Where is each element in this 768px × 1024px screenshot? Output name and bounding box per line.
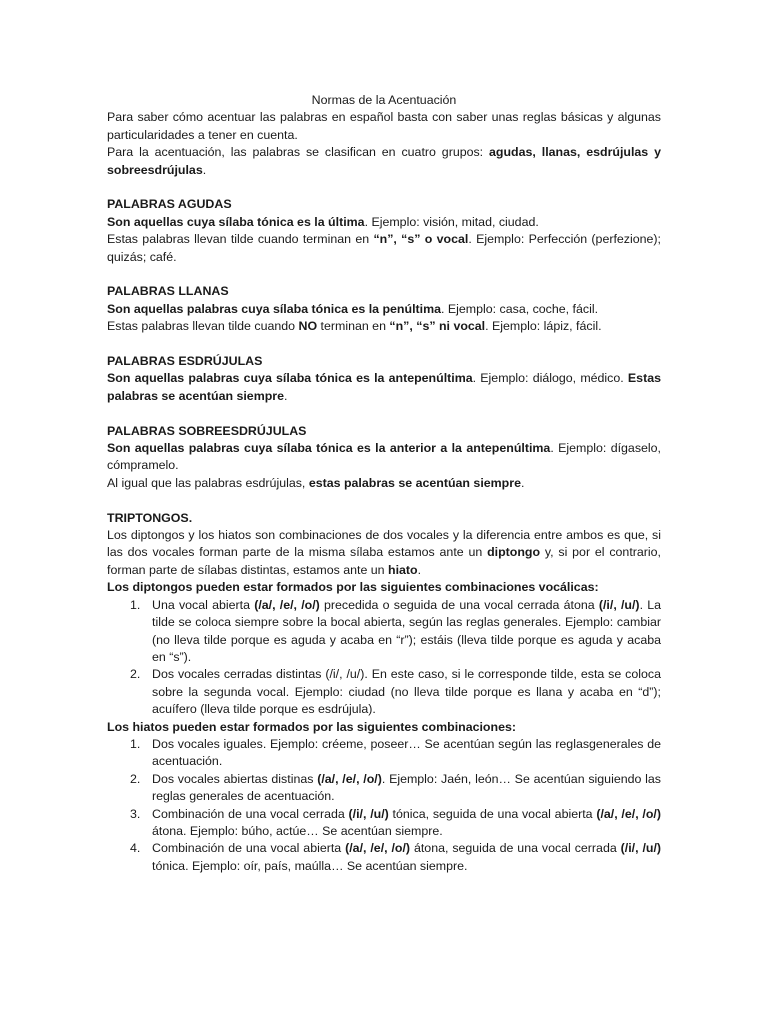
- spacer: [107, 266, 661, 283]
- llanas-line-2: [107, 318, 661, 335]
- list-number: 2.: [130, 667, 141, 682]
- item-text: átona, seguida de una vocal cerrada: [410, 841, 621, 856]
- llanas-l2-bold2: “n”, “s” ni vocal: [389, 319, 486, 334]
- item-bold: (/i/, /u/): [620, 841, 662, 856]
- agudas-l2-bold: “n”, “s” o vocal: [373, 232, 469, 247]
- intro-p2-end: .: [202, 162, 207, 177]
- list-number: 2.: [130, 771, 141, 786]
- spacer: [107, 492, 661, 509]
- agudas-l1-text: . Ejemplo: visión, mitad, ciudad.: [364, 214, 539, 229]
- agudas-l2-text: . Ejemplo: Perfección (perfezione); quizás; café.: [107, 232, 661, 264]
- heading-agudas: PALABRAS AGUDAS: [107, 197, 232, 212]
- triptongos-p1-b: y, si por el contrario, forman parte de sílabas distintas, estamos ante un: [107, 545, 661, 577]
- llanas-l2-b: terminan en: [317, 319, 390, 334]
- llanas-l2-text: . Ejemplo: lápiz, fácil.: [485, 319, 602, 334]
- list-number: 1.: [130, 736, 141, 751]
- list-number: 3.: [130, 806, 141, 821]
- heading-llanas: PALABRAS LLANAS: [107, 284, 229, 299]
- list-number: 1.: [130, 597, 141, 612]
- heading-triptongos: TRIPTONGOS.: [107, 510, 193, 525]
- heading-sobreesdrujulas: PALABRAS SOBREESDRÚJULAS: [107, 423, 307, 438]
- item-text: Dos vocales iguales. Ejemplo: créeme, poseer… Se acentúan según las reglasgenerales de acentuación.: [152, 736, 661, 769]
- intro-paragraph-1: Para saber cómo acentuar las palabras en español basta con saber unas reglas básicas y algunas particularidades a tener en cuenta.: [107, 110, 661, 142]
- spacer: [107, 179, 661, 196]
- sobreesdrujulas-l2-bold: estas palabras se acentúan siempre: [308, 475, 521, 490]
- item-bold: (/i/, /u/): [348, 806, 389, 821]
- llanas-l2-bold1: NO: [298, 319, 318, 334]
- item-bold: (/i/, /u/): [598, 597, 640, 612]
- sobreesdrujulas-l2-a: Al igual que las palabras esdrújulas,: [107, 475, 309, 490]
- triptongos-hiato: hiato: [388, 562, 418, 577]
- item-text: precedida o seguida de una vocal cerrada átona: [319, 597, 599, 612]
- item-text: Combinación de una vocal abierta: [152, 841, 346, 856]
- esdrujulas-l1-text: . Ejemplo: diálogo, médico.: [472, 371, 628, 386]
- heading-esdrujulas: PALABRAS ESDRÚJULAS: [107, 354, 263, 369]
- item-text: tónica. Ejemplo: oír, país, maúlla… Se acentúan siempre.: [152, 858, 468, 873]
- esdrujulas-line-1: [107, 370, 661, 405]
- item-text: Dos vocales cerradas distintas (/i/, /u/). En este caso, si le corresponde tilde, esta se coloca sobre la segunda vocal. Ejemplo: ciudad (no lleva tilde porque es llana y acaba en “d”); acuífero (lleva tilde porque es esdrújula).: [152, 667, 661, 717]
- document-title: Normas de la Acentuación: [311, 93, 457, 107]
- list-item: [107, 666, 661, 718]
- spacer: [107, 336, 661, 353]
- llanas-l2-a: Estas palabras llevan tilde cuando: [107, 319, 299, 334]
- list-item: [107, 840, 661, 875]
- item-text: Dos vocales abiertas distinas: [152, 771, 318, 786]
- item-text: . La tilde se coloca siempre sobre la bocal abierta, según las reglas generales. Ejemplo: cambiar (no lleva tilde porque es aguda y acaba en “r”); estáis (lleva tilde porque es aguda y acaba en “s”).: [152, 597, 662, 664]
- sobreesdrujulas-l1-bold: Son aquellas palabras cuya sílaba tónica es la anterior a la antepenúltima: [107, 441, 551, 456]
- triptongos-diptongo: diptongo: [487, 545, 541, 560]
- list-item: [107, 771, 661, 806]
- item-text: . Ejemplo: Jaén, león… Se acentúan siguiendo las reglas generales de acentuación.: [152, 771, 661, 804]
- agudas-l1-bold: Son aquellas cuya sílaba tónica es la última: [107, 214, 365, 229]
- intro-p2-groups: agudas, llanas, esdrújulas y sobreesdrújulas: [107, 145, 661, 177]
- llanas-line-1: [107, 301, 661, 318]
- triptongos-paragraph: [107, 527, 661, 579]
- list-number: 4.: [130, 841, 141, 856]
- item-bold: (/a/, /e/, /o/): [254, 597, 320, 612]
- list-item: [107, 597, 661, 667]
- list-item: [107, 806, 661, 841]
- intro-paragraph-2: [107, 144, 661, 179]
- diptongos-intro: Los diptongos pueden estar formados por las siguientes combinaciones vocálicas:: [107, 580, 599, 595]
- agudas-line-1: [107, 214, 661, 231]
- esdrujulas-l1-bold2: Estas palabras se acentúan siempre: [107, 371, 661, 403]
- llanas-l1-bold: Son aquellas palabras cuya sílaba tónica es la penúltima: [107, 301, 441, 316]
- item-text: Una vocal abierta: [152, 597, 255, 612]
- esdrujulas-l1-end: .: [284, 388, 288, 403]
- hiatos-intro: Los hiatos pueden estar formados por las siguientes combinaciones:: [107, 719, 516, 734]
- document-page: [107, 92, 661, 875]
- agudas-line-2: [107, 231, 661, 266]
- item-text: átona. Ejemplo: búho, actúe… Se acentúan siempre.: [152, 823, 443, 838]
- item-bold: (/a/, /e/, /o/): [345, 841, 411, 856]
- agudas-l2-a: Estas palabras llevan tilde cuando terminan en: [107, 232, 374, 247]
- item-bold: (/a/, /e/, /o/): [596, 806, 662, 821]
- diptongos-list: [107, 597, 661, 719]
- sobreesdrujulas-line-1: [107, 440, 661, 475]
- sobreesdrujulas-l1-text: . Ejemplo: dígaselo, cómpramelo.: [107, 441, 662, 473]
- intro-p2-text: Para la acentuación, las palabras se clasifican en cuatro grupos:: [107, 145, 490, 160]
- list-item: [107, 736, 661, 771]
- spacer: [107, 405, 661, 422]
- sobreesdrujulas-l2-end: .: [520, 475, 525, 490]
- llanas-l1-text: . Ejemplo: casa, coche, fácil.: [441, 301, 599, 316]
- hiatos-list: [107, 736, 661, 875]
- esdrujulas-l1-bold: Son aquellas palabras cuya sílaba tónica es la antepenúltima: [107, 371, 473, 386]
- item-text: Combinación de una vocal cerrada: [152, 806, 349, 821]
- triptongos-p1-a: Los diptongos y los hiatos son combinaciones de dos vocales y la diferencia entre ambos es que, si las dos vocales forman parte de la misma sílaba estamos ante un: [107, 528, 661, 560]
- sobreesdrujulas-line-2: [107, 475, 661, 492]
- item-bold: (/a/, /e/, /o/): [317, 771, 382, 786]
- item-text: tónica, seguida de una vocal abierta: [388, 806, 597, 821]
- triptongos-p1-end: .: [417, 562, 422, 577]
